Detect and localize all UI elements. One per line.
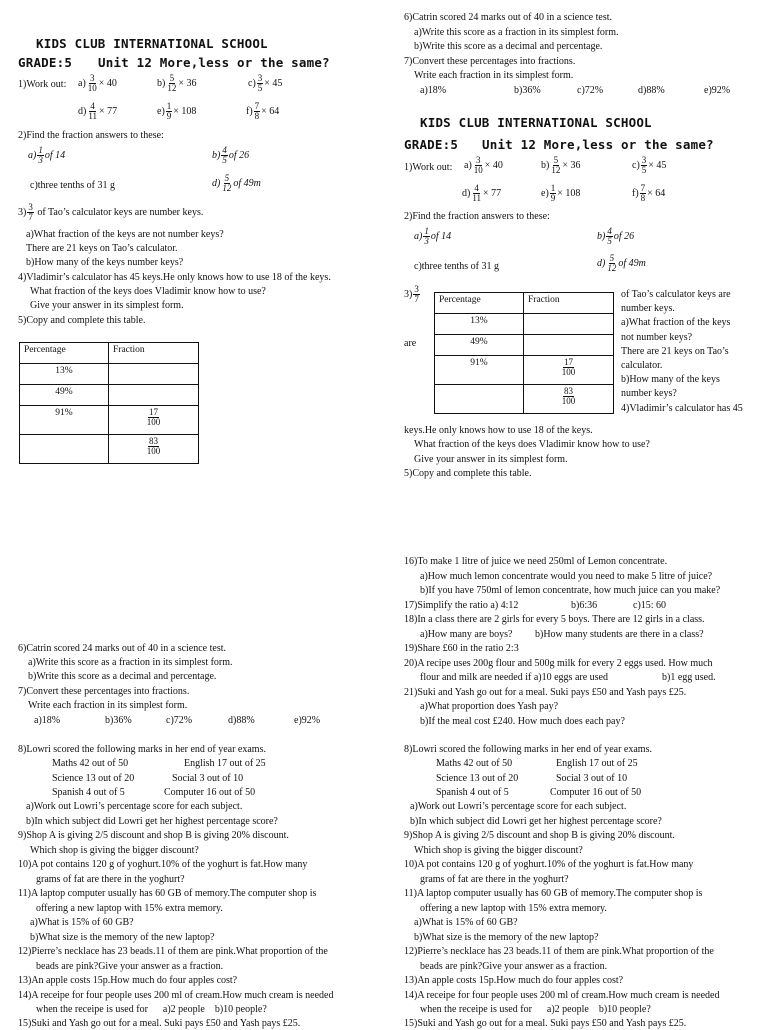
- q21-a: 21)Suki and Yash go out for a meal. Suki pays £50 and Yash pays £25.: [404, 687, 687, 698]
- r-q14-a: 14)A receipe for four people uses 200 ml of cream.How much cream is needed: [404, 990, 720, 1001]
- r-school-title: KIDS CLUB INTERNATIONAL SCHOOL: [420, 115, 652, 130]
- r-q1-b: b) $\frac{5}{12}$ × 36: [541, 155, 581, 175]
- q14-a: 14)A receipe for four people uses 200 ml of cream.How much cream is needed: [18, 990, 334, 1001]
- r-q7-opt-d: d)88%: [638, 85, 665, 96]
- unit-title: Unit 12 More,less or the same?: [98, 55, 330, 70]
- q8-r3b: Computer 16 out of 50: [164, 787, 256, 798]
- q6-c: b)Write this score as a decimal and percentage.: [28, 671, 217, 682]
- q7-a: 7)Convert these percentages into fractions.: [18, 686, 190, 697]
- r-q7-opt-b: b)36%: [514, 85, 541, 96]
- q19: 19)Share £60 in the ratio 2:3: [404, 643, 519, 654]
- r-q4-c: Give your answer in its simplest form.: [414, 454, 568, 465]
- table-row: $\frac{83}{100}$: [20, 435, 199, 464]
- r-q1-e: e) $\frac{1}{9}$ × 108: [541, 183, 581, 203]
- r-q9-b: Which shop is giving the bigger discount?: [414, 845, 583, 856]
- r-q5-label: 5)Copy and complete this table.: [404, 468, 532, 479]
- q2-a: a) $\frac{1}{3}$ of 14: [28, 145, 66, 165]
- r-q4-cont: keys.He only knows how to use 18 of the keys.: [404, 425, 593, 436]
- q13: 13)An apple costs 15p.How much do four apples cost?: [18, 975, 238, 986]
- table-row: 91% $\frac{17}{100}$: [435, 356, 614, 385]
- r-q6-c: b)Write this score as a decimal and percentage.: [414, 41, 603, 52]
- r-q3-num: 3) $\frac{3}{7}$: [404, 284, 419, 304]
- q18-a: 18)In a class there are 2 girls for every 5 boys. There are 12 girls in a class.: [404, 614, 705, 625]
- q6-b: a)Write this score as a fraction in its simplest form.: [28, 657, 233, 668]
- q1-d: d) $\frac{4}{11}$ × 77: [78, 101, 118, 121]
- q8-c: b)In which subject did Lowri get her highest percentage score?: [26, 816, 278, 827]
- r-q11-b: offering a new laptop with 15% extra memory.: [420, 903, 607, 914]
- r-q2-a: a) $\frac{1}{3}$ of 14: [414, 226, 452, 246]
- r-grade-label: GRADE:5: [404, 137, 459, 152]
- r-q2-b: b) $\frac{4}{5}$ of 26: [597, 226, 635, 246]
- table-row: $\frac{83}{100}$: [435, 385, 614, 414]
- q11-a: 11)A laptop computer usually has 60 GB of memory.The computer shop is: [18, 888, 317, 899]
- r-q6-b: a)Write this score as a fraction in its simplest form.: [414, 27, 619, 38]
- r-q11-c: a)What is 15% of 60 GB?: [414, 917, 518, 928]
- q8-a: 8)Lowri scored the following marks in her end of year exams.: [18, 744, 266, 755]
- r-q12-b: beads are pink?Give your answer as a fraction.: [420, 961, 608, 972]
- q1-label: 1)Work out:: [18, 79, 67, 90]
- r-q13: 13)An apple costs 15p.How much do four apples cost?: [404, 975, 624, 986]
- r-q3-are: are: [404, 338, 417, 349]
- q15: 15)Suki and Yash go out for a meal. Suki pays £50 and Yash pays £25.: [18, 1018, 301, 1029]
- q17-a: 17)Simplify the ratio a) 4:12: [404, 600, 519, 611]
- r-q8-r2a: Science 13 out of 20: [436, 773, 519, 784]
- r-q7-a: 7)Convert these percentages into fractions.: [404, 56, 576, 67]
- q12-b: beads are pink?Give your answer as a fraction.: [36, 961, 224, 972]
- table-header-fraction: Fraction: [109, 343, 199, 364]
- r-q8-r3b: Computer 16 out of 50: [550, 787, 642, 798]
- q4-b: What fraction of the keys does Vladimir know how to use?: [30, 286, 266, 297]
- r-q3-side-text: of Tao’s calculator keys are number keys. a)What fraction of the keys not number keys? There are 21 keys on Tao’s calculator. b)How many of the keys number keys? 4)Vladimir’s calculator has 45: [621, 289, 743, 414]
- q2-b: b) $\frac{4}{5}$ of 26: [212, 145, 250, 165]
- r-q1-label: 1)Work out:: [404, 162, 453, 173]
- q21-b: a)What proportion does Yash pay?: [420, 701, 559, 712]
- q16-a: 16)To make 1 litre of juice we need 250ml of Lemon concentrate.: [404, 556, 668, 567]
- r-q7-opt-e: e)92%: [704, 85, 731, 96]
- q20-a: 20)A recipe uses 200g flour and 500g milk for every 2 eggs used. How much: [404, 658, 713, 669]
- q9-b: Which shop is giving the bigger discount?: [30, 845, 199, 856]
- r-q15: 15)Suki and Yash go out for a meal. Suki pays £50 and Yash pays £25.: [404, 1018, 687, 1029]
- q7-b: Write each fraction in its simplest form.: [28, 700, 188, 711]
- q11-c: a)What is 15% of 60 GB?: [30, 917, 134, 928]
- q4-c: Give your answer in its simplest form.: [30, 300, 184, 311]
- q7-opt-e: e)92%: [294, 715, 321, 726]
- r-table-header-fraction: Fraction: [524, 293, 614, 314]
- q7-opt-c: c)72%: [166, 715, 193, 726]
- q8-r2b: Social 3 out of 10: [172, 773, 244, 784]
- r-q2-d: d) $\frac{5}{12}$ of 49m: [597, 253, 646, 273]
- table-row: 49%: [20, 385, 199, 406]
- q3-a: a)What fraction of the keys are not number keys?: [26, 229, 224, 240]
- q10-b: grams of fat are there in the yoghurt?: [36, 874, 185, 885]
- q2-label: 2)Find the fraction answers to these:: [18, 130, 164, 141]
- r-q7-b: Write each fraction in its simplest form.: [414, 70, 574, 81]
- q8-r1b: English 17 out of 25: [184, 758, 266, 769]
- q3-info: There are 21 keys on Tao’s calculator.: [26, 243, 178, 254]
- r-q1-c: c) $\frac{3}{5}$ × 45: [632, 155, 667, 175]
- r-q1-d: d) $\frac{4}{11}$ × 77: [462, 183, 502, 203]
- q17-b: b)6:36: [571, 600, 598, 611]
- q1-e: e) $\frac{1}{9}$ × 108: [157, 101, 197, 121]
- q7-opt-b: b)36%: [105, 715, 132, 726]
- table-row: 13%: [435, 314, 614, 335]
- q7-opt-a: a)18%: [34, 715, 61, 726]
- table-header-percentage: Percentage: [20, 343, 109, 364]
- r-q9-a: 9)Shop A is giving 2/5 discount and shop B is giving 20% discount.: [404, 830, 675, 841]
- q5-label: 5)Copy and complete this table.: [18, 315, 146, 326]
- r-q14-b: when the receipe is used for a)2 people b)10 people?: [420, 1004, 651, 1015]
- r-q4-b: What fraction of the keys does Vladimir know how to use?: [414, 439, 650, 450]
- r-q8-r2b: Social 3 out of 10: [556, 773, 628, 784]
- r-percentage-table: [434, 292, 614, 414]
- r-q6-a: 6)Catrin scored 24 marks out of 40 in a science test.: [404, 12, 612, 23]
- q7-opt-d: d)88%: [228, 715, 255, 726]
- q20-b: flour and milk are needed if a)10 eggs are used: [420, 672, 608, 683]
- percentage-table: [19, 342, 199, 464]
- table-row: 49%: [435, 335, 614, 356]
- q16-c: b)If you have 750ml of lemon concentrate, how much juice can you make?: [420, 585, 721, 596]
- r-q8-r1a: Maths 42 out of 50: [436, 758, 513, 769]
- r-q8-c: b)In which subject did Lowri get her highest percentage score?: [410, 816, 662, 827]
- q3-line: 3) $\frac{3}{7}$ of Tao’s calculator keys are number keys.: [18, 202, 204, 222]
- q12-a: 12)Pierre’s necklace has 23 beads.11 of them are pink.What proportion of the: [18, 946, 328, 957]
- r-q10-a: 10)A pot contains 120 g of yoghurt.10% of the yoghurt is fat.How many: [404, 859, 694, 870]
- q18-b: a)How many are boys?: [420, 629, 513, 640]
- r-q7-opt-c: c)72%: [577, 85, 604, 96]
- q2-c: c)three tenths of 31 g: [30, 180, 115, 191]
- r-q12-a: 12)Pierre’s necklace has 23 beads.11 of them are pink.What proportion of the: [404, 946, 714, 957]
- table-row: 13%: [20, 364, 199, 385]
- q3-b: b)How many of the keys number keys?: [26, 257, 184, 268]
- q1-a: a) $\frac{3}{10}$ × 40: [78, 73, 117, 93]
- q10-a: 10)A pot contains 120 g of yoghurt.10% of the yoghurt is fat.How many: [18, 859, 308, 870]
- q8-r2a: Science 13 out of 20: [52, 773, 135, 784]
- r-q7-opt-a: a)18%: [420, 85, 447, 96]
- r-q11-a: 11)A laptop computer usually has 60 GB of memory.The computer shop is: [404, 888, 703, 899]
- r-q1-a: a) $\frac{3}{10}$ × 40: [464, 155, 503, 175]
- q18-c: b)How many students are there in a class?: [535, 629, 704, 640]
- q9-a: 9)Shop A is giving 2/5 discount and shop B is giving 20% discount.: [18, 830, 289, 841]
- q11-d: b)What size is the memory of the new laptop?: [30, 932, 215, 943]
- q8-b: a)Work out Lowri’s percentage score for each subject.: [26, 801, 243, 812]
- q16-b: a)How much lemon concentrate would you need to make 5 litre of juice?: [420, 571, 713, 582]
- q1-c: c) $\frac{3}{5}$ × 45: [248, 73, 283, 93]
- r-q8-b: a)Work out Lowri’s percentage score for each subject.: [410, 801, 627, 812]
- r-q2-c: c)three tenths of 31 g: [414, 261, 499, 272]
- q6-a: 6)Catrin scored 24 marks out of 40 in a science test.: [18, 643, 226, 654]
- r-q1-f: f) $\frac{7}{8}$ × 64: [632, 183, 666, 203]
- q8-r3a: Spanish 4 out of 5: [52, 787, 125, 798]
- grade-label: GRADE:5: [18, 55, 73, 70]
- q2-d: d) $\frac{5}{12}$ of 49m: [212, 173, 261, 193]
- q20-c: b)1 egg used.: [662, 672, 716, 683]
- q21-c: b)If the meal cost £240. How much does each pay?: [420, 716, 625, 727]
- q17-c: c)15: 60: [633, 600, 667, 611]
- q11-b: offering a new laptop with 15% extra memory.: [36, 903, 223, 914]
- r-q2-label: 2)Find the fraction answers to these:: [404, 211, 550, 222]
- q1-b: b) $\frac{5}{12}$ × 36: [157, 73, 197, 93]
- q1-f: f) $\frac{7}{8}$ × 64: [246, 101, 280, 121]
- r-q8-r3a: Spanish 4 out of 5: [436, 787, 509, 798]
- r-q8-r1b: English 17 out of 25: [556, 758, 638, 769]
- q14-b: when the receipe is used for a)2 people b)10 people?: [36, 1004, 267, 1015]
- table-row: 91% $\frac{17}{100}$: [20, 406, 199, 435]
- q4-a: 4)Vladimir’s calculator has 45 keys.He only knows how to use 18 of the keys.: [18, 272, 331, 283]
- q8-r1a: Maths 42 out of 50: [52, 758, 129, 769]
- r-table-header-percentage: Percentage: [435, 293, 524, 314]
- r-q8-a: 8)Lowri scored the following marks in her end of year exams.: [404, 744, 652, 755]
- r-unit-title: Unit 12 More,less or the same?: [482, 137, 714, 152]
- r-q10-b: grams of fat are there in the yoghurt?: [420, 874, 569, 885]
- school-title: KIDS CLUB INTERNATIONAL SCHOOL: [36, 36, 268, 51]
- r-q11-d: b)What size is the memory of the new laptop?: [414, 932, 599, 943]
